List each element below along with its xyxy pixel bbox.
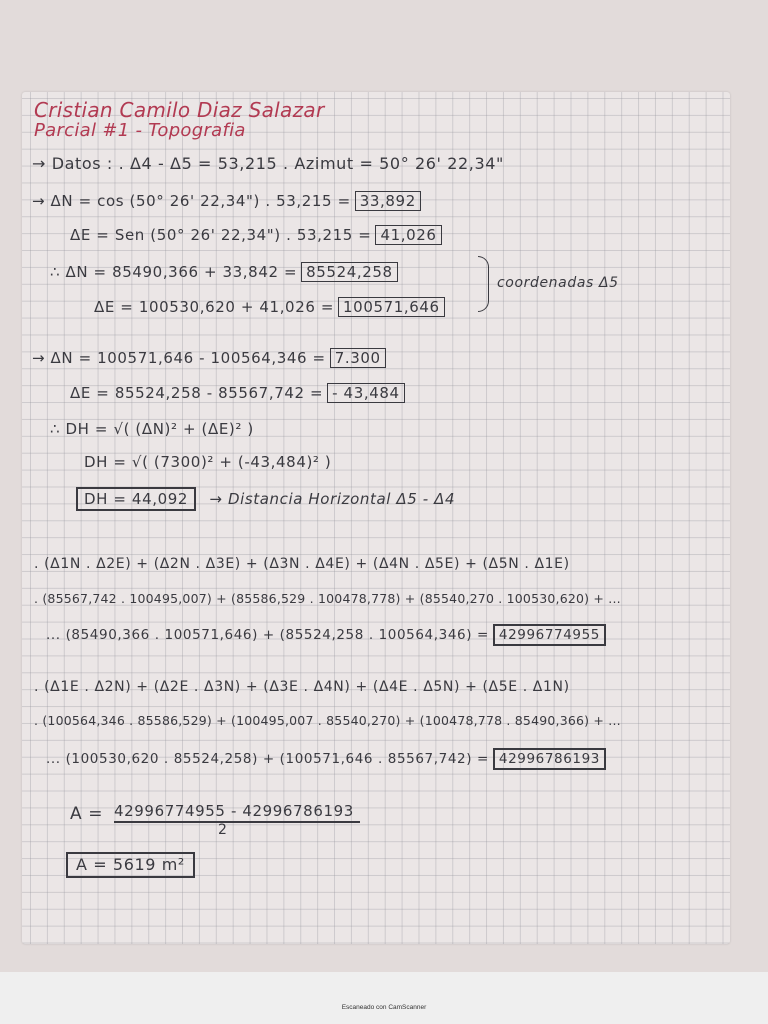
delta-n-expression: → ΔN = cos (50° 26' 22,34") . 53,215 = — [32, 192, 351, 210]
delta-e2-expression: ΔE = 85524,258 - 85567,742 = — [70, 384, 324, 402]
sum1-result-box: 42996774955 — [493, 624, 606, 646]
coord-n-result-box: 85524,258 — [301, 262, 398, 282]
sum1-formula: . (Δ1N . Δ2E) + (Δ2N . Δ3E) + (Δ3N . Δ4E) + (Δ4N . Δ5E) + (Δ5N . Δ1E) — [34, 556, 570, 572]
delta-n-line — [32, 191, 421, 211]
delta-n2-expression: → ΔN = 100571,646 - 100564,346 = — [32, 349, 326, 367]
coord-n-line — [50, 262, 398, 282]
delta-n2-line — [32, 348, 386, 368]
scanner-watermark: Escaneado con CamScanner — [341, 1004, 427, 1011]
coord-e-line — [94, 297, 445, 317]
graph-paper-sheet — [22, 92, 730, 944]
area-result-line — [62, 852, 195, 878]
sum1-line2 — [46, 624, 606, 646]
coord-e-expression: ΔE = 100530,620 + 41,026 = — [94, 298, 335, 316]
delta-e-result-box: 41,026 — [375, 225, 441, 245]
dh-formula: ∴ DH = √( (ΔN)² + (ΔE)² ) — [50, 420, 254, 438]
dh-note: → Distancia Horizontal Δ5 - Δ4 — [209, 490, 456, 508]
coordinates-note: coordenadas Δ5 — [497, 275, 619, 291]
dh-substitution: DH = √( (7300)² + (-43,484)² ) — [84, 453, 332, 471]
delta-e-line — [70, 225, 442, 245]
coord-n-expression: ∴ ΔN = 85490,366 + 33,842 = — [50, 263, 298, 281]
sum2-formula: . (Δ1E . Δ2N) + (Δ2E . Δ3N) + (Δ3E . Δ4N) + (Δ4E . Δ5N) + (Δ5E . Δ1N) — [34, 679, 570, 695]
exam-title: Parcial #1 - Topografia — [34, 120, 246, 141]
coord-e-result-box: 100571,646 — [338, 297, 445, 317]
sum2-result-box: 42996786193 — [493, 748, 606, 770]
sum1-line1: . (85567,742 . 100495,007) + (85586,529 . 100478,778) + (85540,270 . 100530,620) + ... — [34, 591, 621, 606]
fraction-line — [114, 821, 360, 823]
sum2-line2-expression: ... (100530,620 . 85524,258) + (100571,646 . 85567,742) = — [46, 751, 489, 767]
area-result-box: A = 5619 m² — [66, 852, 195, 878]
area-numerator: 42996774955 - 42996786193 — [114, 802, 354, 820]
sum2-line1: . (100564,346 . 85586,529) + (100495,007 . 85540,270) + (100478,778 . 85490,366) + ... — [34, 713, 621, 728]
sum2-line2 — [46, 748, 606, 770]
dh-result-box: DH = 44,092 — [76, 487, 196, 511]
dh-result-line — [72, 487, 455, 511]
delta-e2-line — [70, 383, 405, 403]
delta-e2-result-box: - 43,484 — [327, 383, 404, 403]
area-lhs: A = — [70, 804, 104, 824]
student-name: Cristian Camilo Diaz Salazar — [34, 98, 325, 122]
datos-line: → Datos : . Δ4 - Δ5 = 53,215 . Azimut = 50° 26' 22,34" — [32, 154, 504, 173]
delta-e-expression: ΔE = Sen (50° 26' 22,34") . 53,215 = — [70, 226, 372, 244]
sum1-line2-expression: ... (85490,366 . 100571,646) + (85524,258 . 100564,346) = — [46, 627, 489, 643]
delta-n2-result-box: 7.300 — [330, 348, 386, 368]
delta-n-result-box: 33,892 — [355, 191, 421, 211]
coordinates-brace — [478, 256, 489, 312]
area-denominator: 2 — [218, 822, 228, 838]
